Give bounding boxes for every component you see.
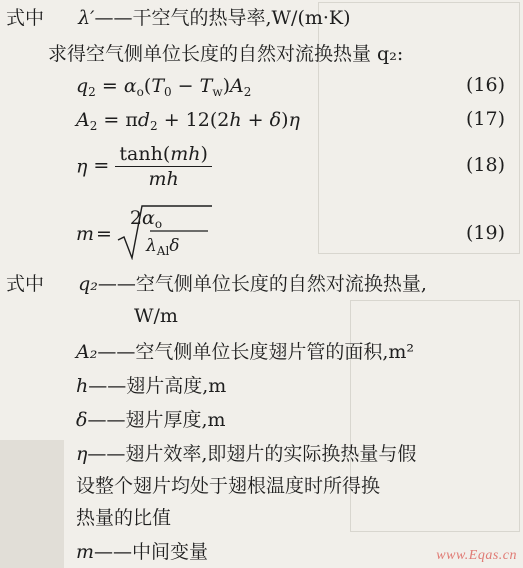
lead-label: 式中 <box>6 273 45 295</box>
equation-number: (19) <box>465 222 505 244</box>
lambda-symbol: λ′ <box>78 7 95 29</box>
document-page: 式中 λ′——干空气的热导率,W/(m·K) 求得空气侧单位长度的自然对流换热量 q₂: $q_2 = \alpha_o(T_0 - T_w)A_2$ (16) $A_2 = \pi d_2 + 12(2h + \delta)\eta$ (17) η = $\frac{\tanh(mh)}{mh}$ (18) m = $2\alpha_o$ $\lambda_{Al}\delta$ (19) 式中 q₂——空气侧单位长度的自然对流换热量, W/m A₂——空气侧单位长度翅片管的面积,m² h——翅片高度,m δ——翅片厚度,m η——翅片效率,即翅片的实际换热量与假 设整个翅片均处于翅根温度时所得换 热量的比值 m——中间变量 www.Eqas.cn <box>0 0 523 568</box>
equation-number: (17) <box>465 108 505 130</box>
intro-line: 求得空气侧单位长度的自然对流换热量 q₂: <box>48 43 404 65</box>
symbol: η <box>76 443 88 465</box>
equation-18: η = $\frac{\tanh(mh)}{mh}$ <box>76 142 212 191</box>
symbol: q₂ <box>78 273 98 295</box>
definition-text: 翅片效率,即翅片的实际换热量与假 <box>125 443 417 465</box>
fraction: $\frac{\tanh(mh)}{mh}$ <box>115 142 212 191</box>
definition-text: 干空气的热导率,W/(m·K) <box>132 7 351 29</box>
symbol: h <box>76 375 89 397</box>
definition-h: h——翅片高度,m <box>76 375 227 397</box>
definition-eta: η——翅片效率,即翅片的实际换热量与假 <box>76 443 417 465</box>
definition-text: 翅片高度,m <box>126 375 227 397</box>
definition-q2: 式中 q₂——空气侧单位长度的自然对流换热量, <box>6 273 427 295</box>
symbol: δ <box>76 409 88 431</box>
definition-a2: A₂——空气侧单位长度翅片管的面积,m² <box>76 341 415 363</box>
equation-number: (16) <box>465 74 505 96</box>
scan-shadow <box>0 440 64 568</box>
symbol: A₂ <box>76 341 98 363</box>
definition-delta: δ——翅片厚度,m <box>76 409 226 431</box>
definition-text: 空气侧单位长度的自然对流换热量, <box>135 273 427 295</box>
definition-continuation: 热量的比值 <box>76 507 172 529</box>
symbol: m <box>76 541 95 563</box>
equation-16: $q_2 = \alpha_o(T_0 - T_w)A_2$ <box>76 75 252 99</box>
site-watermark: www.Eqas.cn <box>436 548 517 563</box>
top-definition-line <box>6 6 351 30</box>
equation-number: (18) <box>465 154 505 176</box>
lead-label: 式中 <box>6 7 45 29</box>
definition-text: 翅片厚度,m <box>125 409 226 431</box>
definition-continuation: W/m <box>134 305 178 327</box>
definition-continuation: 设整个翅片均处于翅根温度时所得换 <box>76 475 381 497</box>
definition-text: 中间变量 <box>132 541 209 563</box>
definition-m: m——中间变量 <box>76 541 209 563</box>
equation-17: $A_2 = \pi d_2 + 12(2h + \delta)\eta$ <box>76 109 300 133</box>
definition-text: 空气侧单位长度翅片管的面积,m² <box>135 341 415 363</box>
dash: —— <box>94 7 133 29</box>
